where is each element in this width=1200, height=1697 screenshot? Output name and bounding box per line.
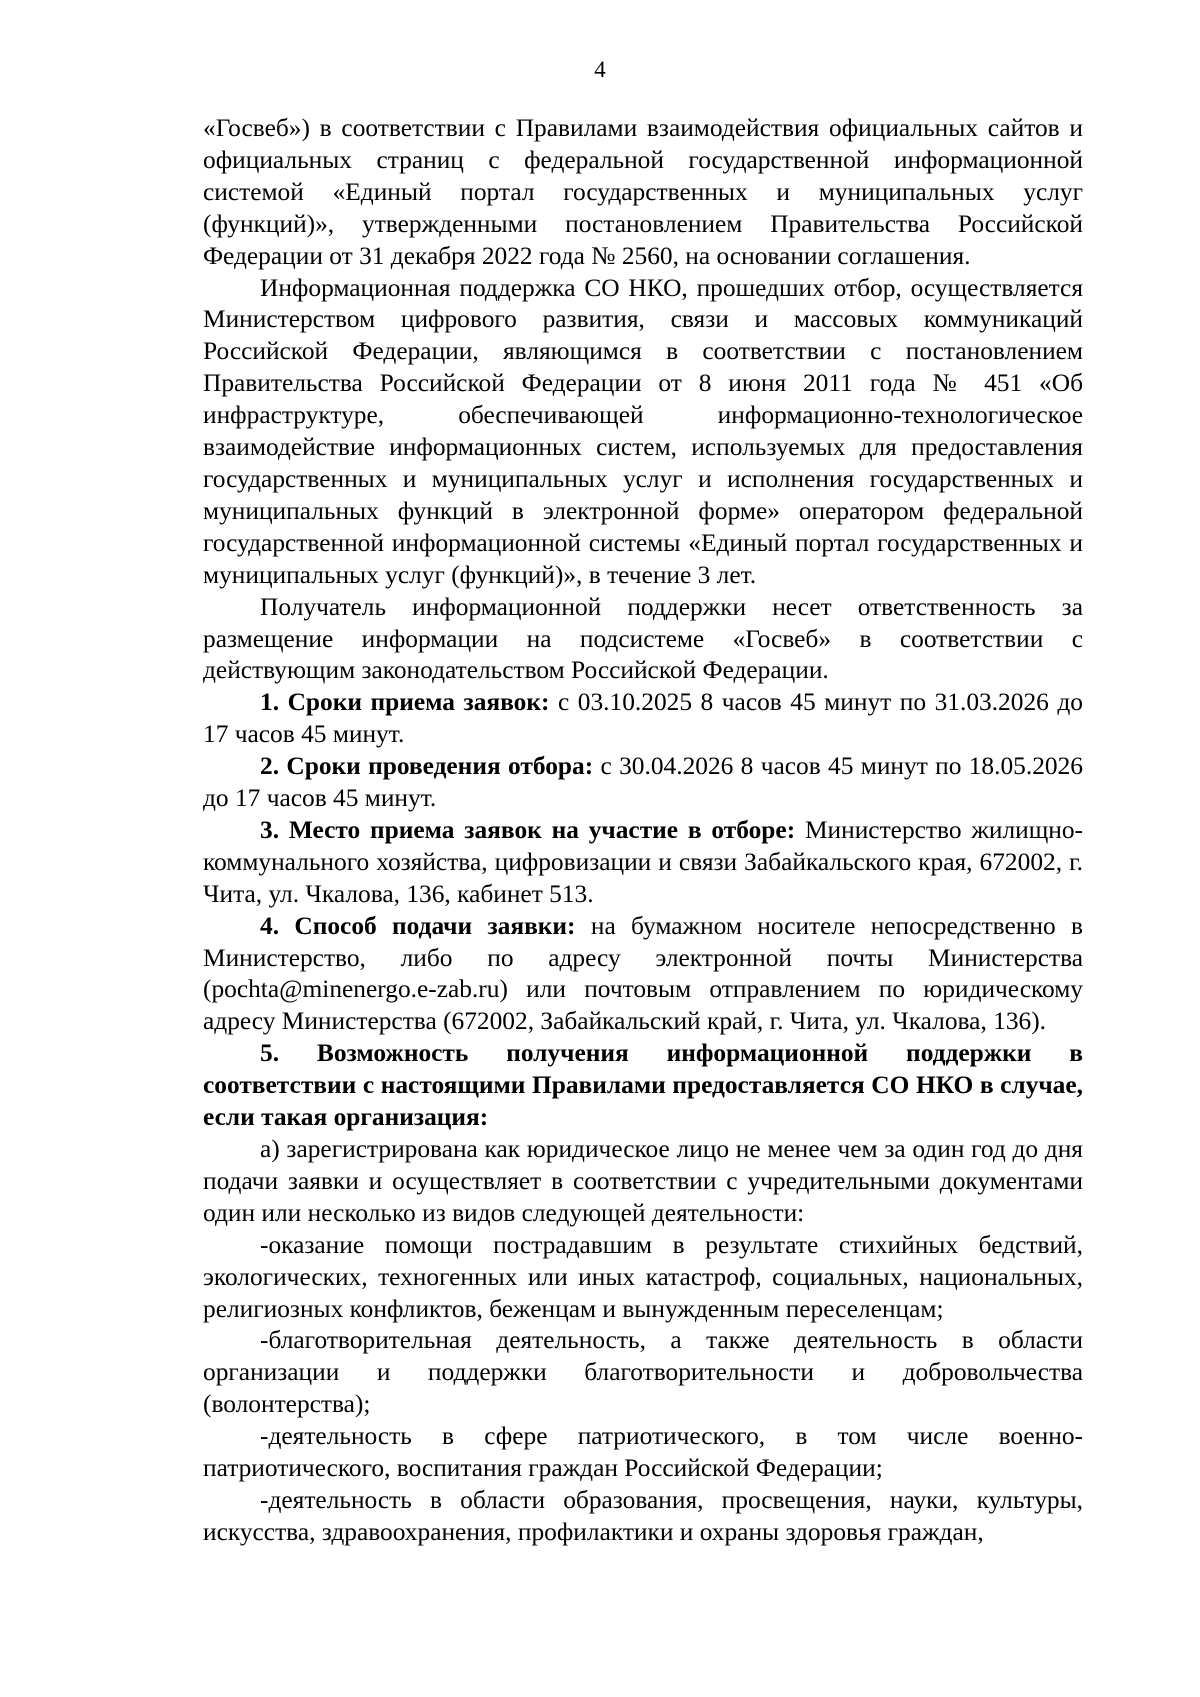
paragraph-text: а) зарегистрирована как юридическое лицо не менее чем за один год до дня подачи заявки и осуществляет в соответствии с учредительными документами один или несколько из видов следующей деятельности: bbox=[203, 1135, 1083, 1227]
paragraph-heading: 4. Способ подачи заявки: bbox=[260, 911, 576, 940]
paragraph-text: Министерство жилищно-коммунального хозяйства, цифровизации и связи Забайкальского края, 672002, г. Чита, ул. Чкалова, 136, кабинет 513. bbox=[203, 815, 1084, 908]
paragraph bbox=[203, 592, 1083, 688]
paragraph bbox=[203, 273, 1083, 592]
paragraph bbox=[203, 113, 1083, 273]
paragraph bbox=[203, 687, 1083, 751]
paragraph-text: Информационная поддержка СО НКО, прошедших отбор, осуществляется Министерством цифрового развития, связи и массовых коммуникаций Российской Федерации, являющимся в соответствии с постановлением Правительства Российской Федерации от 8 июня 2011 года № 451 «Об инфраструктуре, обеспечивающей информационно-технологическое взаимодействие информационных систем, используемых для предоставления государственных и муниципальных услуг и исполнения государственных и муниципальных функций в электронной форме» оператором федеральной государственной информационной системы «Единый портал государственных и муниципальных услуг (функций)», в течение 3 лет. bbox=[203, 273, 1083, 589]
paragraph-text: на бумажном носителе непосредственно в Министерство, либо по адресу электронной почты Министерства (pochta@minenergo.e-zab.ru) или почтовым отправлением по юридическому адресу Министерства (672002, Забайкальский край, г. Чита, ул. Чкалова, 136). bbox=[203, 911, 1083, 1036]
paragraph bbox=[203, 1325, 1083, 1421]
document-body bbox=[203, 113, 1083, 1549]
paragraph bbox=[203, 1485, 1083, 1549]
paragraph bbox=[203, 815, 1083, 911]
paragraph bbox=[203, 1038, 1083, 1134]
paragraph-heading: 5. Возможность получения информационной поддержки в соответствии с настоящими Правилами предоставляется СО НКО в случае, если такая организация: bbox=[203, 1039, 1083, 1132]
paragraph-heading: 2. Сроки проведения отбора: bbox=[260, 752, 594, 781]
paragraph-text: «Госвеб») в соответствии с Правилами взаимодействия официальных сайтов и официальных страниц с федеральной государственной информационной системой «Единый портал государственных и муниципальных услуг (функций)», утвержденными постановлением Правительства Российской Федерации от 31 декабря 2022 года № 2560, на основании соглашения. bbox=[203, 114, 1083, 270]
paragraph-heading: 3. Место приема заявок на участие в отборе: bbox=[260, 815, 796, 844]
paragraph-text: -деятельность в области образования, просвещения, науки, культуры, искусства, здравоохранения, профилактики и охраны здоровья граждан, bbox=[203, 1485, 1083, 1546]
paragraph bbox=[203, 1421, 1083, 1485]
page-number: 4 bbox=[594, 57, 606, 82]
paragraph bbox=[203, 1134, 1083, 1230]
paragraph bbox=[203, 911, 1083, 1039]
paragraph-text: с 30.04.2026 8 часов 45 минут по 18.05.2026 до 17 часов 45 минут. bbox=[203, 752, 1083, 813]
paragraph-text: -благотворительная деятельность, а также деятельность в области организации и поддержки благотворительности и добровольчества (волонтерства); bbox=[203, 1326, 1083, 1419]
paragraph-text: -оказание помощи пострадавшим в результате стихийных бедствий, экологических, техногенных или иных катастроф, социальных, национальных, религиозных конфликтов, беженцам и вынужденным переселенцам; bbox=[203, 1230, 1083, 1323]
paragraph-text: Получатель информационной поддержки несет ответственность за размещение информации на подсистеме «Госвеб» в соответствии с действующим законодательством Российской Федерации. bbox=[203, 592, 1083, 685]
paragraph bbox=[203, 751, 1083, 815]
paragraph-text: с 03.10.2025 8 часов 45 минут по 31.03.2026 до 17 часов 45 минут. bbox=[203, 688, 1083, 749]
paragraph-heading: 1. Сроки приема заявок: bbox=[260, 688, 550, 717]
paragraph bbox=[203, 1230, 1083, 1326]
paragraph-text: -деятельность в сфере патриотического, в том числе военно-патриотического, воспитания граждан Российской Федерации; bbox=[203, 1422, 1083, 1483]
